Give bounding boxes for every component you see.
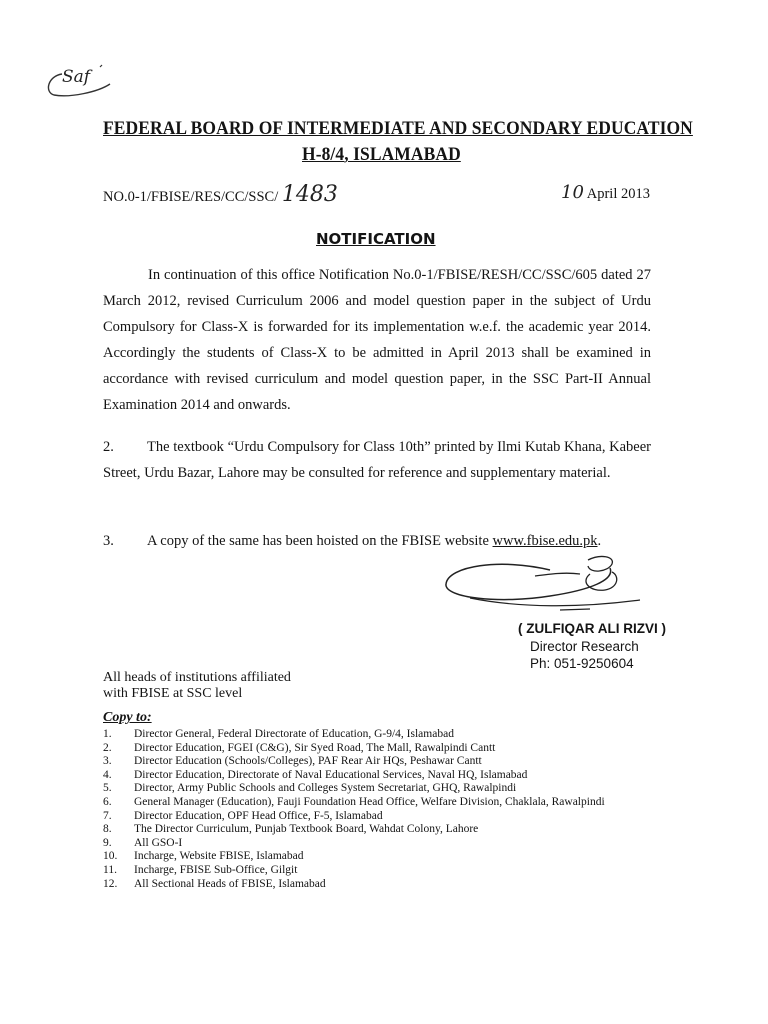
copy-to-item-number: 5. — [103, 782, 112, 795]
signature-scribble — [440, 552, 655, 617]
board-address: H-8/4, ISLAMABAD — [302, 144, 461, 165]
addressee-line-2: with FBISE at SSC level — [103, 686, 243, 701]
list-item — [103, 769, 656, 783]
initials-mark — [40, 62, 120, 107]
paragraph-3 — [103, 528, 651, 554]
signatory-phone: Ph: 051-9250604 — [530, 656, 634, 671]
list-item — [103, 782, 656, 796]
copy-to-item-number: 10. — [103, 850, 118, 863]
copy-to-item-number: 8. — [103, 823, 112, 836]
paragraph-3-end: . — [597, 533, 602, 549]
paragraph-3-text: A copy of the same has been hoisted on the FBISE website — [147, 533, 489, 549]
copy-to-item-text: Director Education, OPF Head Office, F-5, Islamabad — [134, 809, 383, 822]
copy-to-item-text: Incharge, Website FBISE, Islamabad — [134, 850, 304, 863]
copy-to-item-text: General Manager (Education), Fauji Foundation Head Office, Welfare Division, Chaklala, Rawalpindi — [134, 795, 605, 808]
list-item — [103, 850, 656, 864]
list-item — [103, 878, 656, 892]
copy-to-item-number: 3. — [103, 755, 112, 768]
signatory-name: ( ZULFIQAR ALI RIZVI ) — [518, 621, 666, 636]
copy-to-item-text: Director, Army Public Schools and Colleges System Secretariat, GHQ, Rawalpindi — [134, 782, 517, 795]
list-item — [103, 823, 656, 837]
copy-to-list — [103, 728, 656, 891]
copy-to-item-number: 12. — [103, 877, 118, 890]
signature — [440, 552, 655, 617]
copy-to-item-text: The Director Curriculum, Punjab Textbook Board, Wahdat Colony, Lahore — [134, 823, 479, 836]
copy-to-item-number: 1. — [103, 728, 112, 740]
signatory-designation: Director Research — [530, 639, 639, 654]
copy-to-item-number: 4. — [103, 768, 112, 781]
paragraph-2 — [103, 434, 651, 486]
copy-to-item-number: 2. — [103, 741, 112, 754]
copy-to-item-text: Director Education, Directorate of Naval Educational Services, Naval HQ, Islamabad — [134, 768, 528, 781]
list-item — [103, 810, 656, 824]
copy-to-item-number: 7. — [103, 809, 112, 822]
fbise-website-link[interactable]: www.fbise.edu.pk — [492, 533, 598, 549]
list-item — [103, 742, 656, 756]
paragraph-2-text: The textbook “Urdu Compulsory for Class 10th” printed by Ilmi Kutab Khana, Kabeer Street, Urdu Bazar, Lahore may be consulted for reference and supplementary material. — [103, 439, 651, 481]
copy-to-item-number: 11. — [103, 863, 117, 876]
paragraph-3-number: 3. — [103, 533, 114, 549]
list-item — [103, 755, 656, 769]
notification-heading: NOTIFICATION — [316, 230, 436, 248]
copy-to-item-text: All GSO-I — [134, 836, 183, 849]
copy-to-item-number: 9. — [103, 836, 112, 849]
paragraph-1: In continuation of this office Notification No.0-1/FBISE/RESH/CC/SSC/605 dated 27 March 2012, revised Curriculum 2006 and model question paper in the subject of Urdu Compulsory for Class-X is forwarded for its implementation w.e.f. the academic year 2014. Accordingly the students of Class-X to be admitted in April 2013 shall be examined in accordance with revised curriculum and model question paper, in the SSC Part-II Annual Examination 2014 and onwards. — [103, 267, 651, 413]
date-handwritten-day: 10 — [561, 182, 584, 203]
copy-to-item-text: Director General, Federal Directorate of Education, G-9/4, Islamabad — [134, 728, 454, 740]
copy-to-item-text: Incharge, FBISE Sub-Office, Gilgit — [134, 863, 298, 876]
copy-to-item-text: All Sectional Heads of FBISE, Islamabad — [134, 877, 326, 890]
list-item — [103, 728, 656, 742]
board-title: FEDERAL BOARD OF INTERMEDIATE AND SECONDARY EDUCATION — [103, 118, 693, 139]
list-item — [103, 796, 656, 810]
copy-to-item-text: Director Education, FGEI (C&G), Sir Syed Road, The Mall, Rawalpindi Cantt — [134, 741, 496, 754]
reference-prefix: NO.0-1/FBISE/RES/CC/SSC/ — [103, 189, 279, 205]
reference-handwritten-number: 1483 — [281, 182, 338, 207]
initials-text: Saf — [62, 67, 91, 87]
reference-number — [103, 182, 338, 207]
copy-to-item-text: Director Education (Schools/Colleges), PAF Rear Air HQs, Peshawar Cantt — [134, 755, 482, 768]
addressee-line-1: All heads of institutions affiliated — [103, 670, 291, 685]
list-item — [103, 864, 656, 878]
date-month-year: April 2013 — [586, 186, 650, 202]
paragraph-2-number: 2. — [103, 439, 114, 455]
copy-to-item-number: 6. — [103, 795, 112, 808]
list-item — [103, 837, 656, 851]
notification-date — [561, 182, 650, 203]
copy-to-heading: Copy to: — [103, 710, 152, 725]
